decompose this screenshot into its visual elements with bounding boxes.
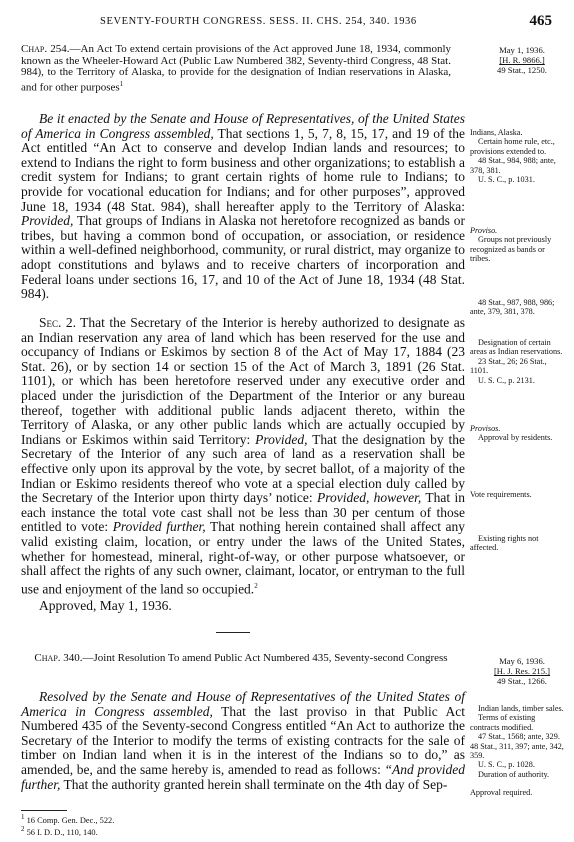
chap340-text-a: That the last proviso in that Public Act Numbered 435 of the Seventy-second Congress entitled “An Act to authorize the Secretary of the Interior to modify the terms of existing contracts for the sale of timber on Indian land when it is in the interest of the Indians so to do,” as amended, be, and the same hereby is, amended to read as follows: [21,703,466,777]
sidenote-line: U. S. C., p. 2131. [478,375,535,385]
enacting-clause: Be it enacted by the Senate and House of Representatives, of the United States of America in Congress assembled, [21,111,465,141]
chap254-title-footnote: 1 [119,79,124,88]
sidenote-line: Indian lands, timber sales. [478,704,564,713]
chap254-margin-date: May 1, 1936. [499,45,545,55]
sec2-text-b: That the designation by the Secretary of the Interior of any such area of land as a reservation shall be effective only upon its approval by the vote, by secret ballot, of a majority of the Indian or Eskimo residents thereof who vote at a special election duly called by the Secretary of the Interior upon thirty days’ notice: [21,431,465,506]
footnote-text: 16 Comp. Gen. Dec., 522. [26,815,115,825]
sec1-proviso-word: Provided, [21,213,74,229]
running-header [38,14,558,30]
chap340-text-b: That the authority granted herein shall terminate on the 4th day of Sep- [60,776,448,792]
sidenote-line: Certain home rule, etc., provisions extended to. [470,137,555,156]
sidenote-line: Approval required. [470,788,533,797]
sidenote-line: Duration of authority. [478,769,550,779]
sec2-lead: Sec. 2. [39,315,76,330]
chap340-quoted-proviso: “And provided further, [21,761,465,792]
approved-line: Approved, May 1, 1936. [39,597,172,613]
section-divider [216,632,250,633]
footnote-mark: 2 [21,825,25,834]
sec2-text-d: That nothing herein contained shall affect any valid existing claim, location, or entry under the laws of the United States, whether for homestead, mineral, right-of-way, or other purpose whatsoever, or shall affect the rights of any such owner, claimant, locator, or entryman to the full use and enjoyment of the land so occupied. [21,519,465,597]
sidenote-line: 47 Stat., 1568; ante, 329. 48 Stat., 311, 397; ante, 342, 359. [470,732,564,761]
page-number: 465 [529,13,552,29]
sidenote-line: Vote requirements. [470,490,532,499]
sidenote-line: Approval by residents. [478,433,553,443]
sidenote-timber [470,704,566,779]
chap340-title [21,653,461,665]
sidenote-head: Proviso. [470,226,498,235]
sidenote-vote [470,490,566,499]
resolving-clause: Resolved by the Senate and House of Representatives of the United States of America in Congress assembled, [21,689,465,719]
chap340-title-text: —Joint Resolution To amend Public Act Numbered 435, Seventy-second Congress [82,652,448,664]
chap340-lead: Chap. 340. [34,652,83,664]
chap340-body [21,690,465,792]
sidenote-line: 48 Stat., 987, 988, 986; ante, 379, 381, 378. [470,298,555,317]
sidenote-approval-required [470,788,566,797]
sec2-text-a: That the Secretary of the Interior is hereby authorized to designate as an Indian reservation any area of land which has been reserved for the use and occupancy of Indians or Eskimos by section 8 of the Act of May 17, 1884 (23 Stat. 26), or by section 14 or section 15 of the Act of March 3, 1891 (26 Stat. 1101), or which has been heretofore reserved under any executive order and placed under the jurisdiction of the Department of the Interior or any bureau thereof, together with additional public lands adjacent thereto, within the Territory of Alaska, or any other public lands which are actually occupied by Indians or Eskimos within said Territory: [21,315,465,447]
chap254-margin-citation [476,45,568,75]
footnotes [21,813,321,837]
sidenote-line: 23 Stat., 26; 26 Stat., 1101. [470,356,547,376]
chap254-margin-stat: 49 Stat., 1250. [497,65,547,75]
chap254-margin-bill: [H. R. 9866.] [499,55,545,65]
sidenote-line: U. S. C., p. 1028. [478,760,535,770]
chap340-margin-bill: [H. J. Res. 215.] [493,666,551,676]
sidenote-line: Groups not previously recognized as bands or tribes. [470,235,552,264]
sidenote-proviso-groups [470,226,566,264]
sec2-proviso-3: Provided further, [112,519,206,535]
chap254-title [21,44,451,94]
chap340-margin-citation [476,656,568,686]
footnote-text: 56 I. D. D., 110, 140. [26,828,98,837]
chap254-section1 [21,112,465,302]
sec2-text-c: That in each instance the total vote cast shall not be less than 30 per centum of those entitled to vote: [21,490,465,535]
sidenote-provisos-approval [470,424,566,443]
footnote-mark: 1 [21,813,25,821]
sec1-text-a: That sections 1, 5, 7, 8, 15, 17, and 19 of the Act entitled “An Act to conserve and develop Indian lands and resources; to extend to Indians the right to form business and other organizations; to establish a credit system for Indians; to grant certain rights of home rule to Indians; to provide for vocational education for Indians; and for other purposes”, approved June 18, 1934 (48 Stat. 984), shall hereafter apply to the Territory of Alaska: [21,125,465,214]
chap254-lead: Chap. 254. [21,43,70,55]
sidenote-line: Indians, Alaska. [470,128,523,137]
chap254-title-text: —An Act To extend certain provisions of the Act approved June 18, 1934, commonly known as the Wheeler-Howard Act (Public Law Numbered 382, Seventy-third Congress, 48 Stat. 984), to the Territory of Alaska, to provide for the designation of Indian reservations in Alaska, and for other purposes [21,43,451,94]
sec1-text-b: That groups of Indians in Alaska not heretofore recognized as bands or tribes, but having a common bond of occupation, or association, or residence within a well-defined neighborhood, community, or rural district, may organize to adopt constitutions and bylaws and to receive charters of incorporation and Federal loans under sections 16, 17, and 10 of the Act of June 18, 1934 (48 Stat. 984). [21,213,465,302]
sidenote-stat-refs [470,298,566,317]
sidenote-designation [470,338,566,385]
sec2-proviso-1: Provided, [255,431,308,447]
sec2-footnote-mark: 2 [254,581,258,590]
sidenote-line: Existing rights not affected. [470,534,539,553]
sidenote-existing-rights [470,534,566,553]
footnote-2 [21,825,321,837]
chap340-margin-stat: 49 Stat., 1266. [497,676,547,686]
chap340-margin-date: May 6, 1936. [499,656,545,666]
footnote-rule [21,810,67,811]
sidenote-line: 48 Stat., 984, 988; ante, 378, 381. [470,156,556,175]
footnote-1 [21,813,321,825]
sidenote-line: U. S. C., p. 1031. [478,175,535,185]
sec2-proviso-2: Provided, however, [316,490,422,506]
sidenote-line: Designation of certain areas as Indian reservations. [470,338,563,357]
sidenote-line: Terms of existing contracts modified. [470,713,536,732]
sidenote-home-rule [470,128,566,184]
sidenote-head: Provisos. [470,424,501,433]
running-head: SEVENTY-FOURTH CONGRESS. SESS. II. CHS. 254, 340. 1936 [100,16,417,27]
chap254-section2 [21,316,465,613]
